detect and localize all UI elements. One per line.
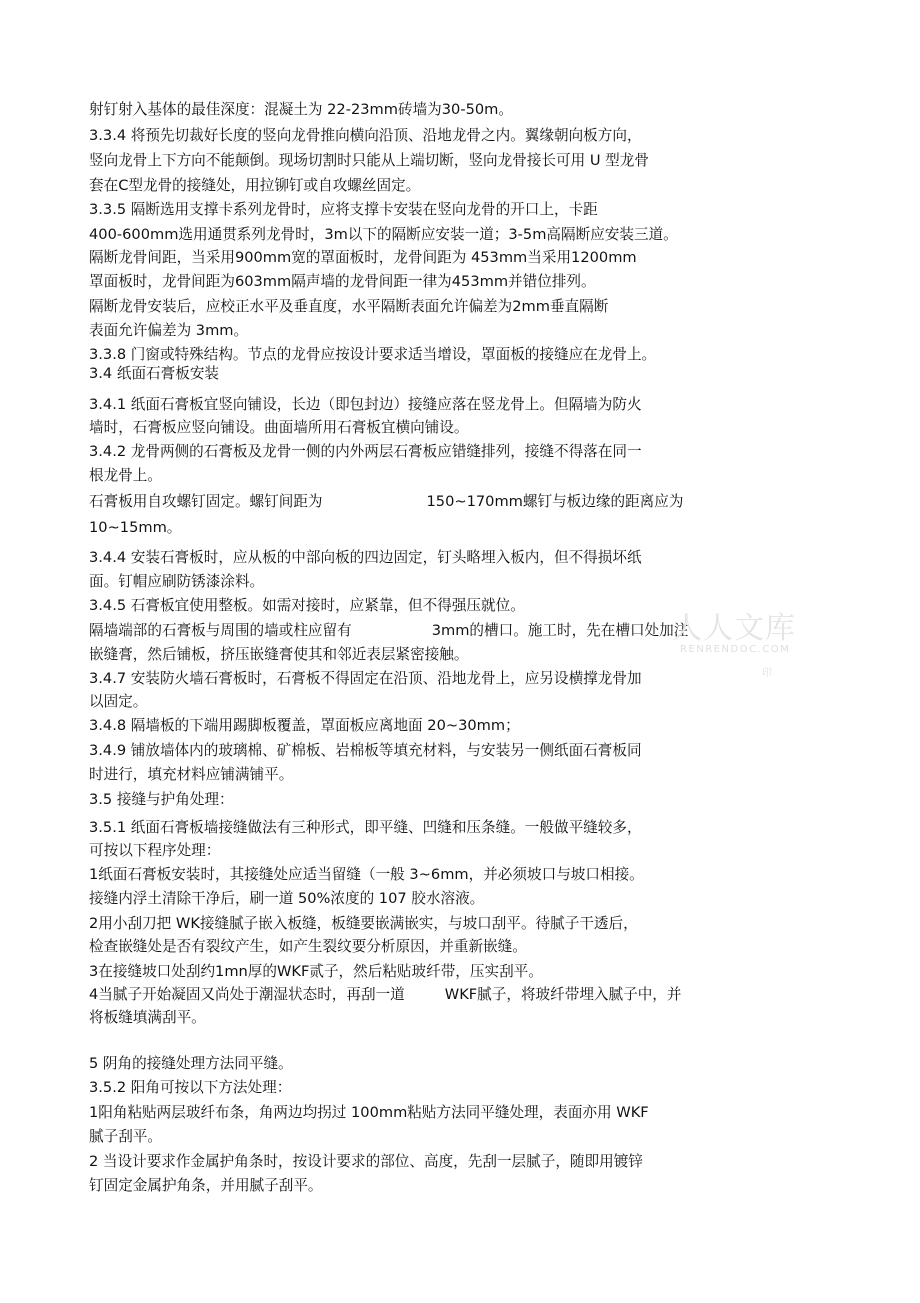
- text-line: 10~15mm。: [89, 519, 182, 536]
- section-heading: 3.4 纸面石膏板安装: [89, 365, 220, 382]
- section-heading: 3.5 接缝与护角处理：: [89, 791, 234, 808]
- text-line: 3.4.5 石膏板宜使用整板。如需对接时，应紧靠，但不得强压就位。: [89, 597, 525, 614]
- text-line: 3.4.9 铺放墙体内的玻璃棉、矿棉板、岩棉板等填充材料，与安装另一侧纸面石膏板同: [89, 742, 642, 759]
- text-line: 套在C型龙骨的接缝处，用拉铆钉或自攻螺丝固定。: [89, 177, 421, 194]
- text-line: [89, 492, 683, 512]
- text-line: 根龙骨上。: [89, 467, 162, 484]
- text-line: 3.4.2 龙骨两侧的石膏板及龙骨一侧的内外两层石膏板应错缝排列，接缝不得落在同一: [89, 443, 642, 460]
- text-line: 表面允许偏差为 3mm。: [89, 322, 249, 339]
- text-line: 3.4.7 安装防火墙石膏板时，石膏板不得固定在沿顶、沿地龙骨上，应另设横撑龙骨加: [89, 670, 642, 687]
- text-line: 检查嵌缝处是否有裂纹产生，如产生裂纹要分析原因，并重新嵌缝。: [89, 938, 527, 955]
- text-line: [89, 621, 688, 641]
- text-line: 罩面板时，龙骨间距为603mm隔声墙的龙骨间距一律为453mm并错位排列。: [89, 273, 596, 290]
- text-line: 竖向龙骨上下方向不能颠倒。现场切割时只能从上端切断，竖向龙骨接长可用 U 型龙骨: [89, 152, 649, 169]
- text-line: 3.4.1 纸面石膏板宜竖向铺设，长边（即包封边）接缝应落在竖龙骨上。但隔墙为防火: [89, 396, 642, 413]
- text-line: 墙时，石膏板应竖向铺设。曲面墙所用石膏板宜横向铺设。: [89, 419, 469, 436]
- text-line: 可按以下程序处理：: [89, 842, 221, 859]
- text-line: 隔断龙骨安装后，应校正水平及垂直度，水平隔断表面允许偏差为2mm垂直隔断: [89, 298, 609, 315]
- text-line: 时进行，填充材料应铺满铺平。: [89, 766, 294, 783]
- text-line: 3.4.8 隔墙板的下端用踢脚板覆盖，罩面板应离地面 20~30mm；: [89, 717, 520, 734]
- text-line: 400-600mm选用通贯系列龙骨时，3m以下的隔断应安装一道；3-5m高隔断应安装三道。: [89, 226, 678, 243]
- list-item: [89, 985, 681, 1005]
- text-line: 面。钉帽应刷防锈漆涂料。: [89, 573, 265, 590]
- text-segment: 3mm的槽口。施工时，先在槽口处加注: [431, 622, 689, 639]
- text-segment: 150~170mm螺钉与板边缘的距离应为: [426, 493, 684, 510]
- watermark-stamp: 印: [762, 668, 772, 679]
- text-line: 嵌缝膏，然后铺板，挤压嵌缝膏使其和邻近表层紧密接触。: [89, 646, 469, 663]
- text-segment: WKF腻子，将玻纤带埋入腻子中，并: [444, 986, 682, 1003]
- list-item: 3在接缝坡口处刮约1mn厚的WKF贰子，然后粘贴玻纤带，压实刮平。: [89, 963, 543, 980]
- text-segment: 4当腻子开始凝固又尚处于潮湿状态时，再刮一道: [89, 986, 405, 1003]
- text-line: 射钉射入基体的最佳深度：混凝土为 22-23mm砖墙为30-50m。: [89, 101, 513, 118]
- text-line: 3.3.4 将预先切裁好长度的竖向龙骨推向横向沿顶、沿地龙骨之内。翼缘朝向板方向，: [89, 127, 642, 144]
- text-segment: 隔墙端部的石膏板与周围的墙或柱应留有: [89, 622, 352, 639]
- text-line: 3.3.8 门窗或特殊结构。节点的龙骨应按设计要求适当增设，罩面板的接缝应在龙骨上。: [89, 346, 657, 363]
- text-line: 3.4.4 安装石膏板时，应从板的中部向板的四边固定，钉头略埋入板内，但不得损坏纸: [89, 549, 642, 566]
- text-line: 以固定。: [89, 693, 148, 710]
- text-segment: 石膏板用自攻螺钉固定。螺钉间距为: [89, 493, 323, 510]
- text-line: 3.5.1 纸面石膏板墙接缝做法有三种形式，即平缝、凹缝和压条缝。一般做平缝较多，: [89, 819, 642, 836]
- text-line: 腻子刮平。: [89, 1128, 162, 1145]
- list-item: 1纸面石膏板安装时，其接缝处应适当留缝（一般 3~6mm，并必须坡口与坡口相接。: [89, 866, 644, 883]
- watermark-logo: 人人文库: [672, 611, 796, 646]
- list-item: 1阳角粘贴两层玻纤布条，角两边均拐过 100mm粘贴方法同平缝处理，表面亦用 WKF: [89, 1104, 649, 1121]
- list-item: 2用小刮刀把 WK接缝腻子嵌入板缝，板缝要嵌满嵌实，与坡口刮平。待腻子干透后，: [89, 915, 638, 932]
- text-line: 3.5.2 阳角可按以下方法处理：: [89, 1079, 292, 1096]
- text-line: 钉固定金属护角条，并用腻子刮平。: [89, 1177, 323, 1194]
- text-line: 接缝内浮土清除干净后，刷一道 50%浓度的 107 胶水溶液。: [89, 890, 485, 907]
- list-item: 5 阴角的接缝处理方法同平缝。: [89, 1055, 293, 1072]
- text-line: 将板缝填满刮平。: [89, 1009, 206, 1026]
- text-line: 隔断龙骨间距，当采用900mm宽的罩面板时，龙骨间距为 453mm当采用1200mm: [89, 249, 637, 266]
- watermark-domain: RENRENDOC.COM: [680, 644, 791, 655]
- list-item: 2 当设计要求作金属护角条时，按设计要求的部位、高度，先刮一层腻子，随即用镀锌: [89, 1153, 643, 1170]
- text-line: 3.3.5 隔断选用支撑卡系列龙骨时，应将支撑卡安装在竖向龙骨的开口上，卡距: [89, 201, 598, 218]
